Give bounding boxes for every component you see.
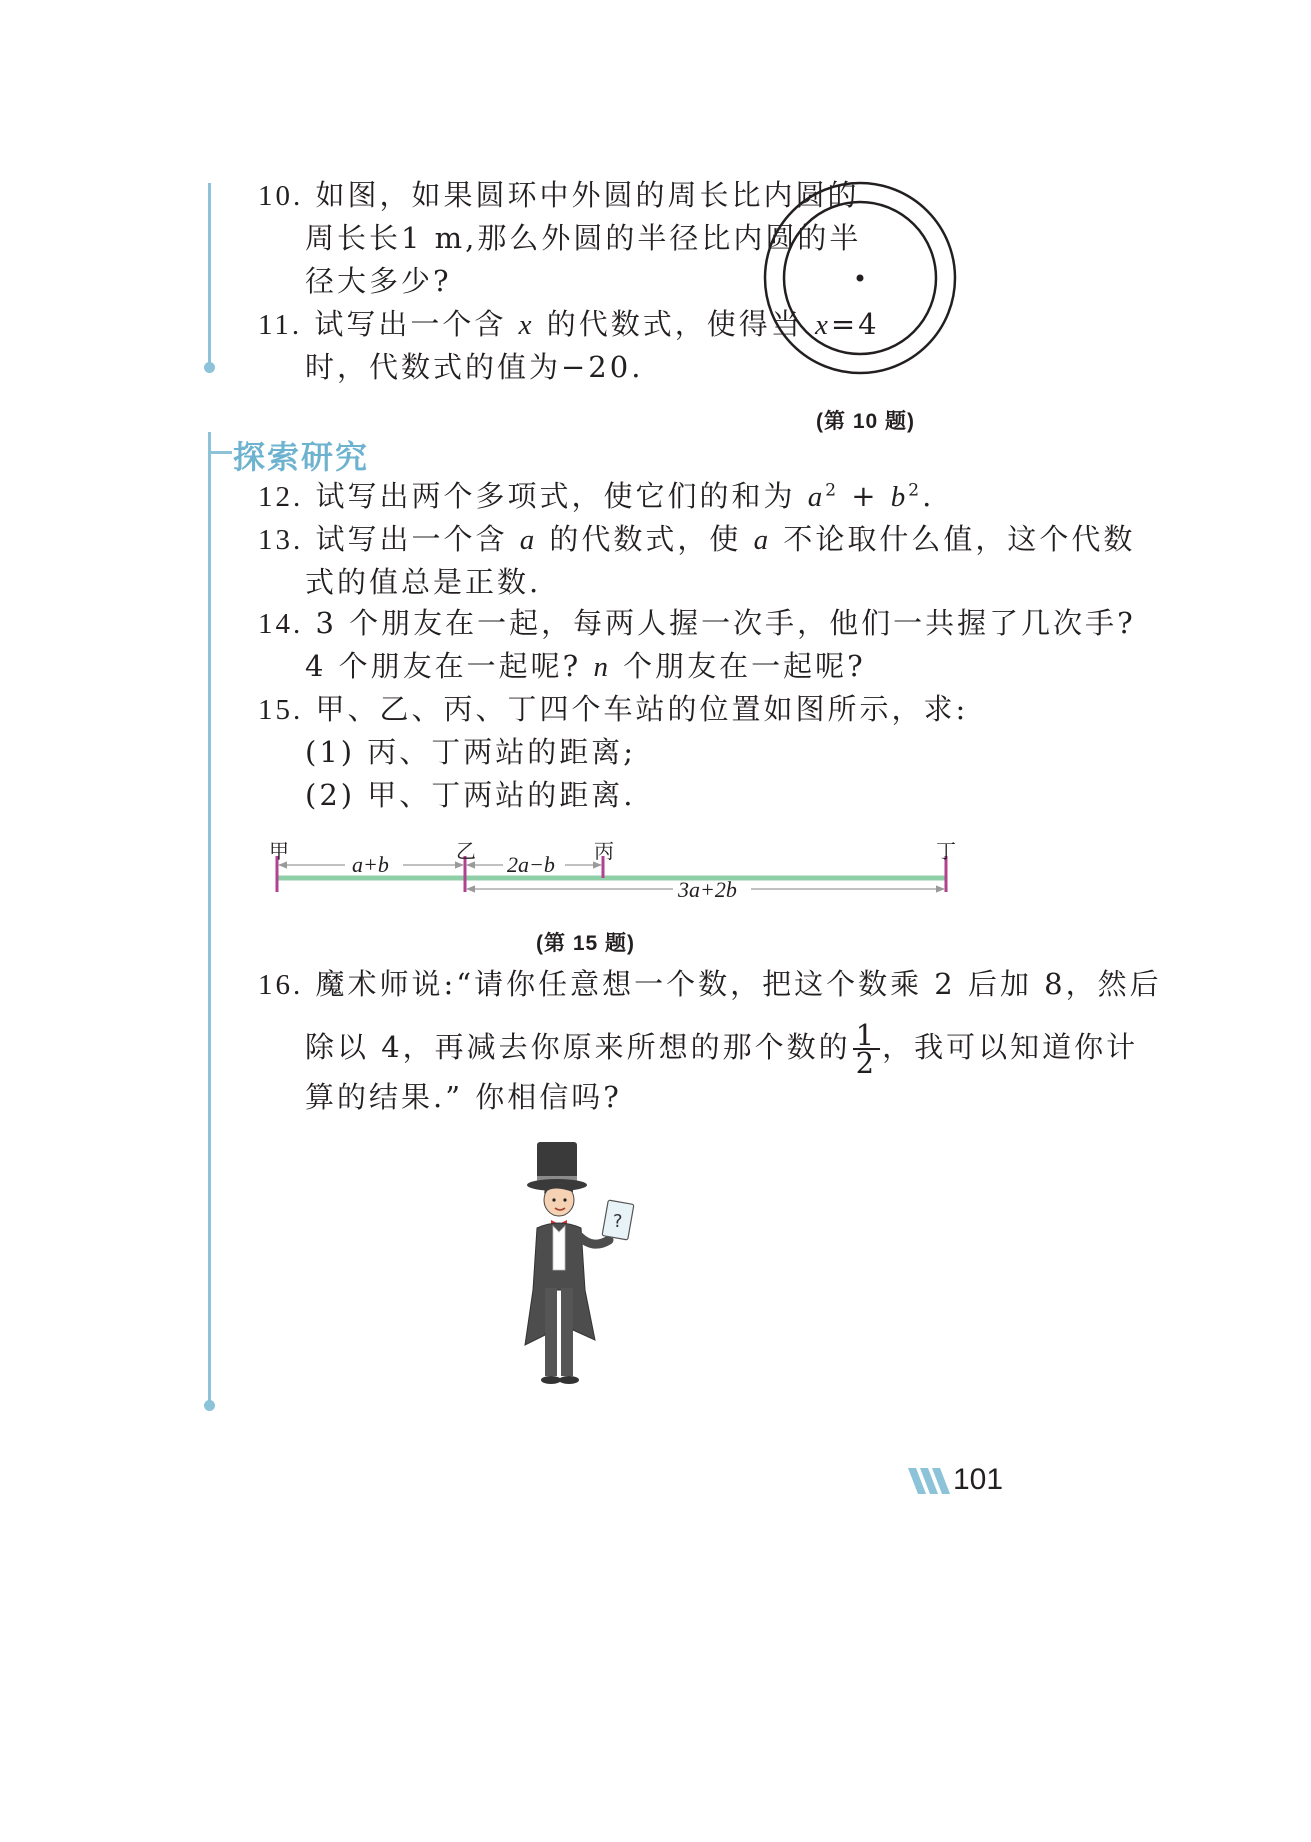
exercise-15-sub-1: (1) 丙、丁两站的距离; (305, 735, 637, 769)
exercise-16 (258, 967, 1162, 1002)
exercise-text: 不论取什么值，这个代数 (771, 522, 1136, 556)
exercise-text: 除以 4，再减去你原来所想的那个数的 (305, 1030, 851, 1064)
left-leg (545, 1288, 557, 1376)
exercise-12 (258, 479, 934, 514)
page-number: 101 (953, 1463, 1004, 1496)
station-bing: 丙 (594, 839, 614, 863)
exercise-number: 16. (258, 969, 304, 1001)
exercise-number: 11. (258, 309, 303, 341)
fraction-one-half (853, 1018, 880, 1080)
segment-label-3: 3a+2b (678, 877, 737, 902)
fraction-denominator: 2 (855, 1046, 878, 1080)
station-jia: 甲 (269, 839, 289, 863)
exercise-text: 3 个朋友在一起，每两人握一次手，他们一共握了几次手? (315, 606, 1136, 640)
exercise-text-line: 如图，如果圆环中外圆的周长比内圆的 (315, 178, 860, 212)
exercise-14 (258, 606, 1136, 641)
exponent: 2 (908, 480, 923, 501)
exercise-15-sub-2: (2) 甲、丁两站的距离. (305, 778, 636, 812)
exercise-text: 的代数式，使 (537, 522, 754, 556)
exercise-number: 12. (258, 481, 304, 513)
exercise-13 (258, 522, 1135, 557)
station-yi: 乙 (456, 839, 476, 863)
margin-line-top-end (204, 362, 215, 373)
fraction-numerator: 1 (853, 1022, 880, 1050)
exercise-10-line-3: 径大多少? (305, 264, 452, 298)
variable-b: b (890, 481, 909, 513)
margin-line-top (208, 183, 211, 368)
margin-line-bottom (208, 432, 211, 1407)
page-number-stripes (906, 1468, 952, 1494)
exercise-number: 10. (258, 180, 304, 212)
exercise-text: 试写出两个多项式，使它们的和为 (315, 479, 808, 513)
exercise-text: =4 (830, 307, 880, 341)
exercise-11-line-2: 时，代数式的值为−20. (305, 350, 644, 384)
exercise-text: ，我可以知道你计 (882, 1030, 1139, 1064)
variable-a: a (753, 524, 772, 556)
plus-sign: + (839, 479, 891, 513)
segment-label-2: 2a−b (507, 852, 555, 877)
variable-n: n (593, 651, 611, 683)
arm (579, 1236, 609, 1244)
exercise-text: 的代数式，使得当 (534, 307, 815, 341)
exercise-text: 4 个朋友在一起呢? (305, 649, 594, 683)
margin-line-bottom-end (204, 1400, 215, 1411)
variable-a: a (807, 481, 826, 513)
exercise-number: 14. (258, 608, 304, 640)
exercise-15 (258, 692, 968, 727)
variable-x: x (518, 309, 535, 341)
exercise-text: 试写出一个含 (314, 307, 519, 341)
exponent: 2 (825, 480, 840, 501)
exercise-text: 魔术师说:“请你任意想一个数，把这个数乘 2 后加 8，然后 (315, 967, 1162, 1001)
figure-10-caption: (第 10 题) (816, 410, 916, 433)
segment-label-1: a+b (352, 852, 389, 877)
section-title-marker (208, 451, 232, 454)
magician-illustration (515, 1140, 645, 1390)
section-title: 探索研究 (233, 438, 370, 476)
exercise-text: 试写出一个含 (315, 522, 520, 556)
variable-a: a (519, 524, 538, 556)
figure-15-caption: (第 15 题) (536, 932, 636, 955)
exercise-number: 15. (258, 694, 304, 726)
variable-x: x (814, 309, 831, 341)
card-question-mark: ? (613, 1211, 623, 1232)
right-leg (561, 1288, 573, 1376)
annulus-figure (760, 180, 960, 380)
exercise-text: 甲、乙、丙、丁四个车站的位置如图所示，求: (315, 692, 969, 726)
shirt (553, 1226, 565, 1270)
exercise-13-line-2: 式的值总是正数. (305, 565, 542, 599)
period: . (922, 479, 935, 513)
exercise-14-line-2 (305, 649, 866, 684)
exercise-16-line-3: 算的结果.” 你相信吗? (305, 1080, 622, 1114)
exercise-number: 13. (258, 524, 304, 556)
station-ding: 丁 (936, 839, 956, 863)
exercise-10-line-2: 周长长1 m,那么外圆的半径比内圆的半 (305, 221, 862, 255)
exercise-text: 个朋友在一起呢? (610, 649, 866, 683)
center-point (857, 275, 864, 282)
exercise-16-line-2 (305, 1018, 1139, 1080)
